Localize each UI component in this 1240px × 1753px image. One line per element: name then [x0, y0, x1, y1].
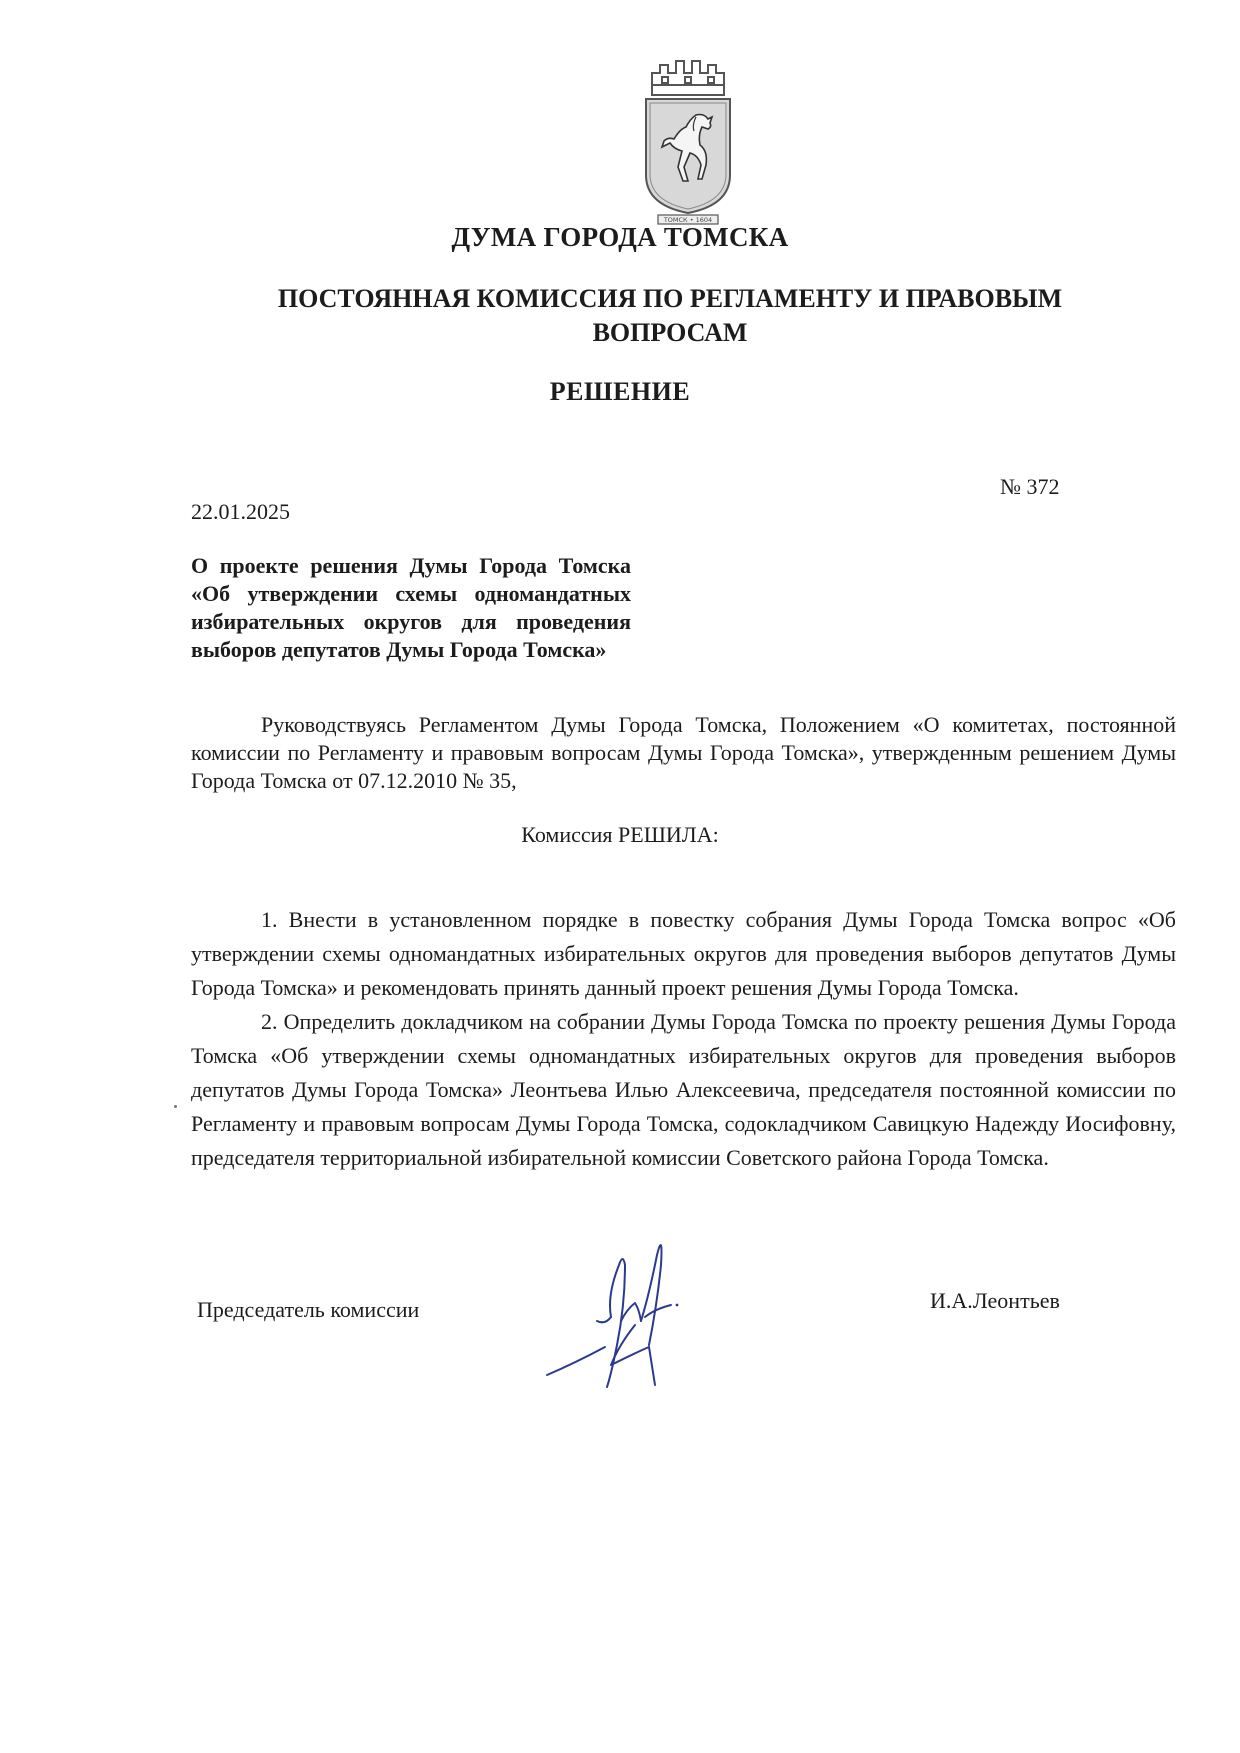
coat-of-arms-emblem — [638, 55, 738, 225]
resolution-items — [191, 903, 1176, 1175]
signatory-name: И.А.Леонтьев — [930, 1288, 1060, 1313]
document-number: № 372 — [1000, 474, 1060, 499]
motto-text: ТОМСК • 1604 — [663, 216, 713, 225]
document-type-heading: РЕШЕНИЕ — [549, 377, 691, 406]
preamble-paragraph: Руководствуясь Регламентом Думы Города Томска, Положением «О комитетах, постоянной комиссии по Регламенту и правовым вопросам Думы Города Томска», утвержденным решением Думы Города Томска от 07.12.2010 № 35, — [191, 712, 1176, 793]
resolution-heading: Комиссия РЕШИЛА: — [521, 822, 719, 847]
scan-artifact-dot — [174, 1105, 177, 1108]
handwritten-signature — [545, 1225, 755, 1390]
resolution-item: 2. Определить докладчиком на собрании Думы Города Томска по проекту решения Думы Города Томска «Об утверждении схемы одномандатных избирательных округов для проведения выборов депутатов Думы Города Томска» Леонтьева Илью Алексеевича, председателя постоянной комиссии по Регламенту и правовым вопросам Думы Города Томска, содокладчиком Савицкую Надежду Иосифовну, председателя территориальной избирательной комиссии Советского района Города Томска. — [191, 1009, 1176, 1170]
crown-icon — [652, 61, 724, 95]
commission-title: ПОСТОЯННАЯ КОМИССИЯ ПО РЕГЛАМЕНТУ И ПРАВОВЫМ ВОПРОСАМ — [277, 284, 1063, 347]
document-date: 22.01.2025 — [191, 499, 290, 524]
document-subject: О проекте решения Думы Города Томска «Об утверждении схемы одномандатных избирательных округов для проведения выборов депутатов Думы Города Томска» — [191, 553, 631, 662]
signatory-title: Председатель комиссии — [197, 1297, 420, 1322]
resolution-item: 1. Внести в установленном порядке в повестку собрания Думы Города Томска вопрос «Об утверждении схемы одномандатных избирательных округов для проведения выборов депутатов Думы Города Томска» и рекомендовать принять данный проект решения Думы Города Томска. — [191, 907, 1176, 1000]
organization-name: ДУМА ГОРОДА ТОМСКА — [451, 222, 789, 252]
